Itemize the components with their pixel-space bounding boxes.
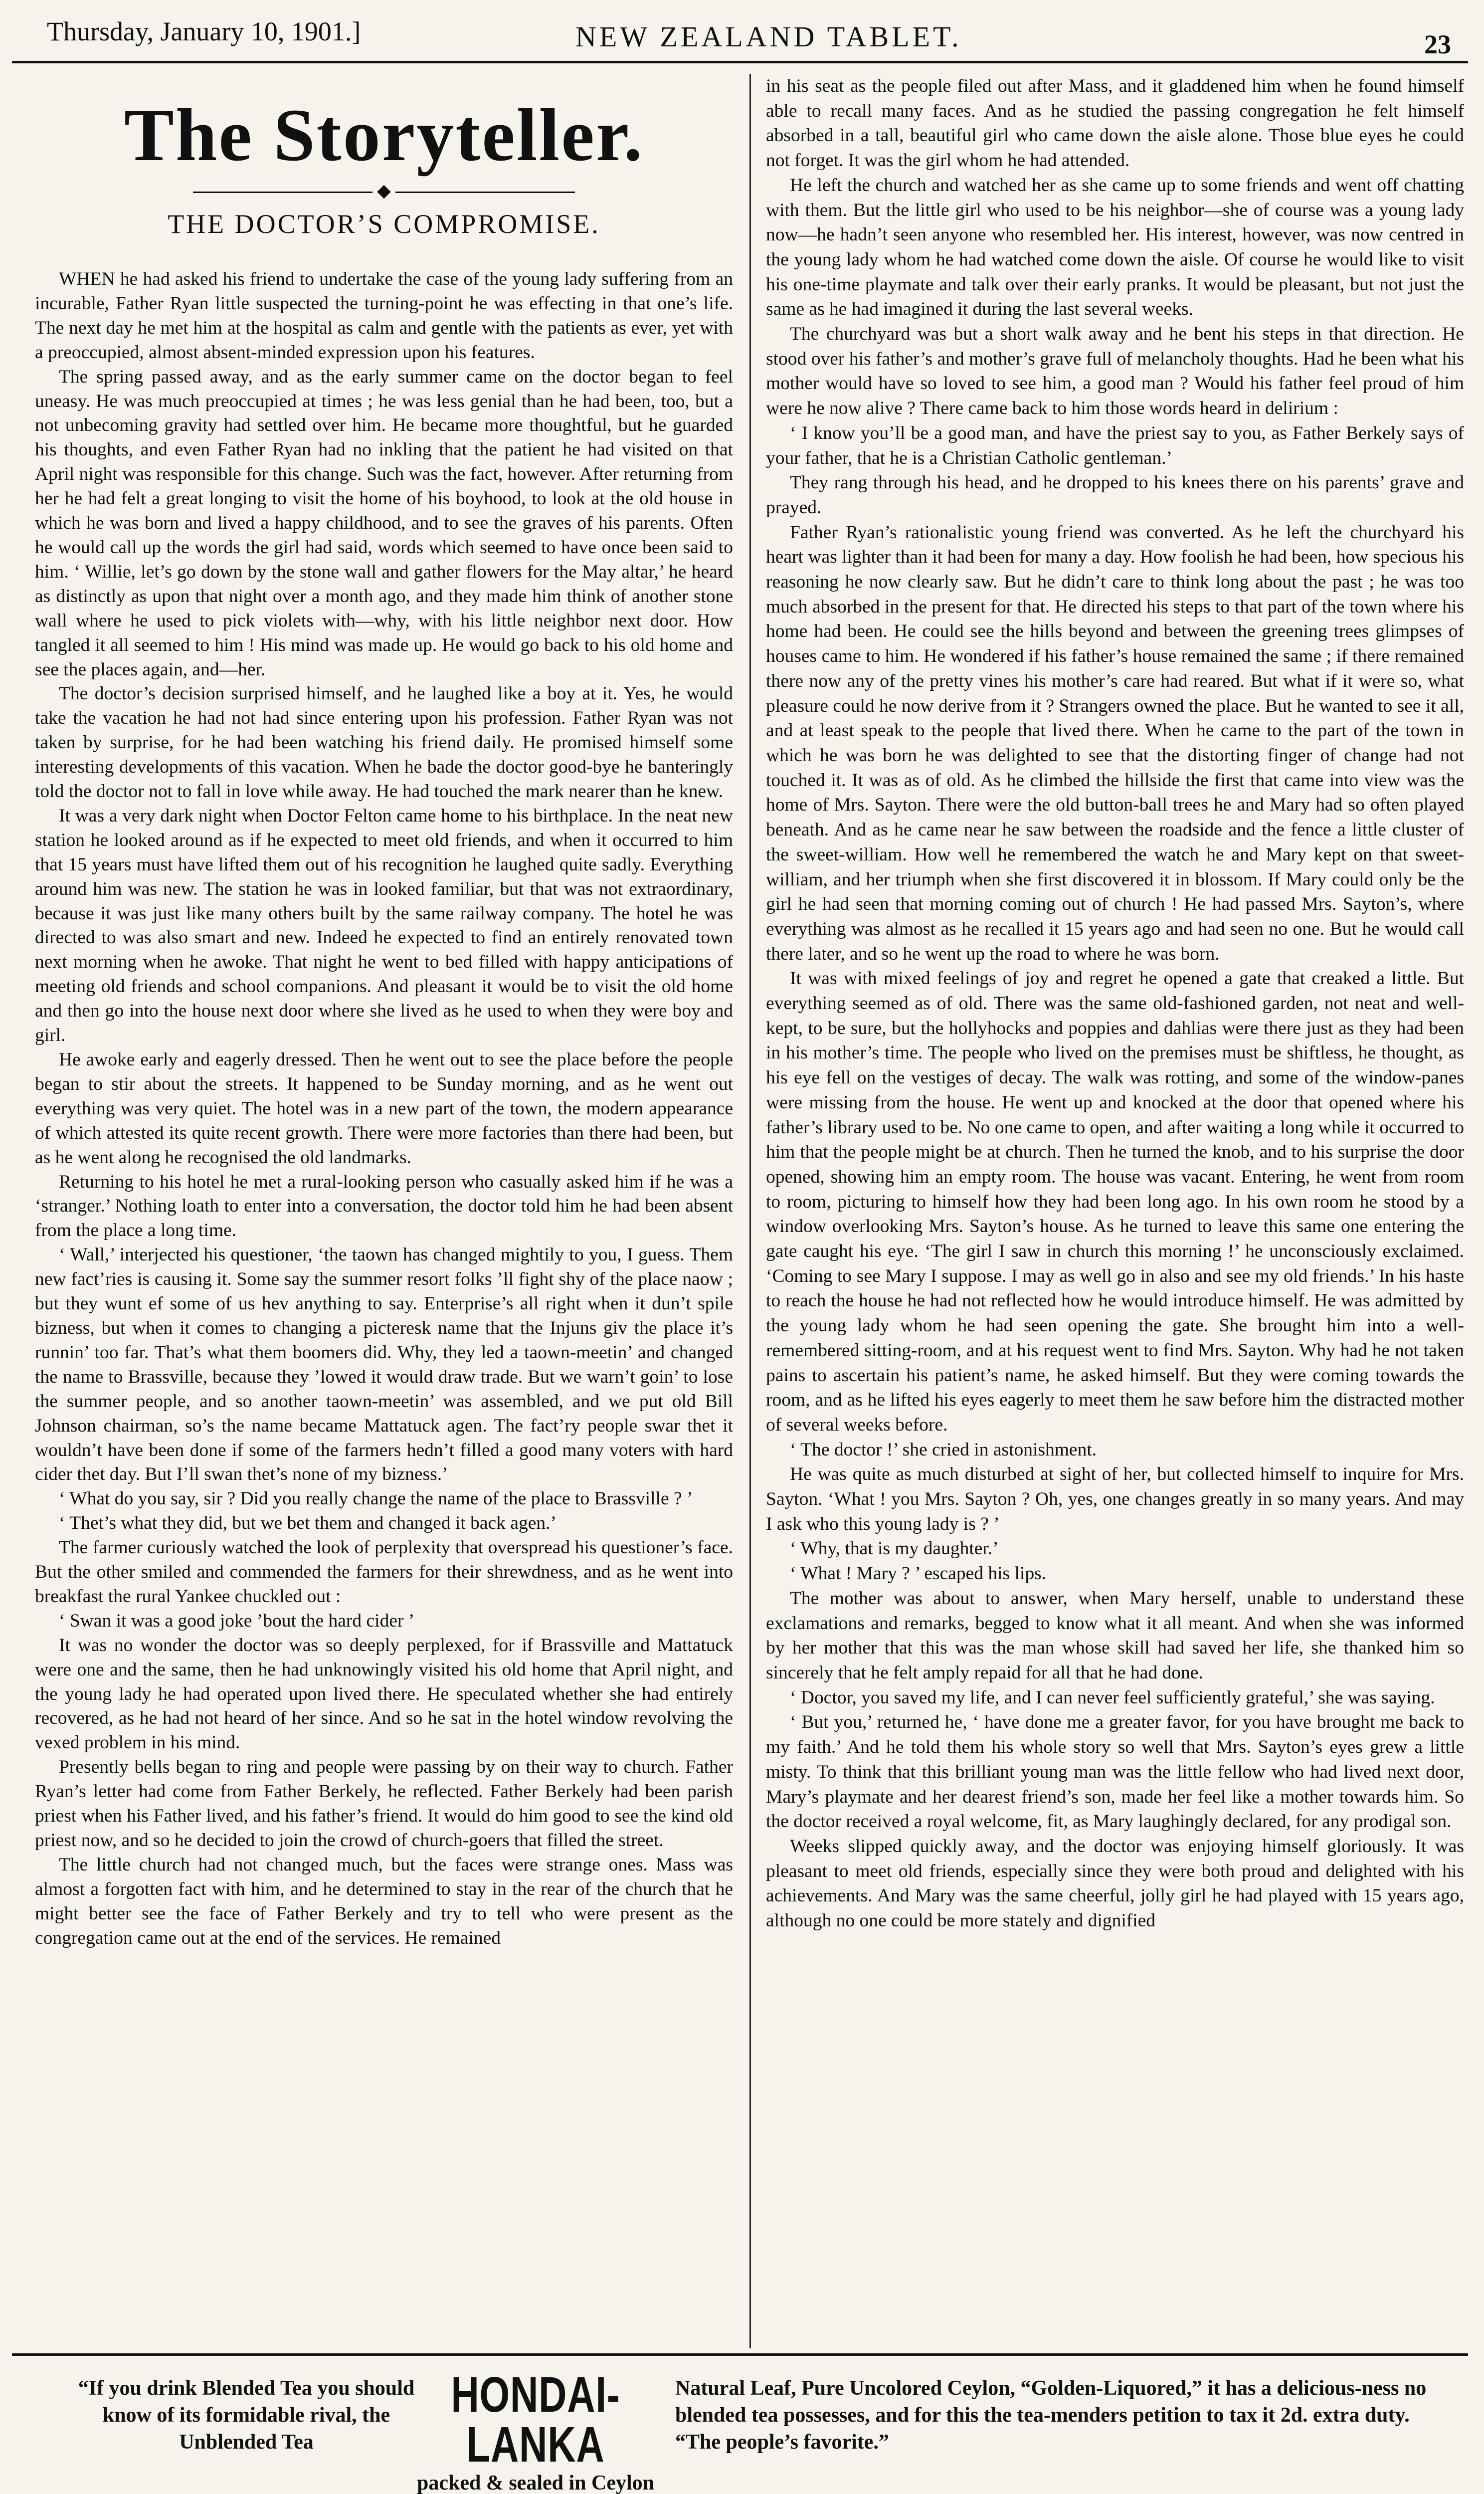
paragraph: Returning to his hotel he met a rural-looking person who casually asked him if he was a ‘stranger.’ Nothing loath to enter into a conversation, the doctor told him he had been absent from the place a long time.: [35, 1171, 733, 1241]
paragraph: Weeks slipped quickly away, and the doctor was enjoying himself gloriously. It was pleasant to meet old friends, especially since they were both proud and delighted with his achievements. And Mary was the same cheerful, jolly girl he had played with 15 years ago, although no one could be more stately and dignified: [766, 1836, 1464, 1931]
paragraph: The spring passed away, and as the early summer came on the doctor began to feel uneasy. He was much preoccupied at times ; he was less genial than he had been, too, but a not unbecoming gravity had settled over him. He became more thoughtful, but he guarded his thoughts, and even Father Ryan had no inkling that the patient he had visited on that April night was responsible for this change. Such was the fact, however. After returning from her he had felt a great longing to visit the home of his boyhood, to look at the old house in which he was born and lived a happy childhood, and to see the graves of his parents. Often he would call up the words the girl had said, words which seemed to have once been said to him. ‘ Willie, let’s go down by the stone wall and gather flowers for the May altar,’ he heard as distinctly as upon that night over a month ago, and they made him think of another stone wall where he used to pick violets with—why, with his little neighbor next door. How tangled it all seemed to him ! His mind was made up. He would go back to his old home and see the places again, and—her.: [35, 366, 733, 680]
paragraph: He left the church and watched her as she came up to some friends and went off chatting with them. But the little girl who used to be his neighbor—she of course was a young lady now—he hadn’t seen anyone who resembled her. His interest, however, was now centred in the young lady whom he had watched come down the aisle. Of course he would like to visit his one-time playmate and talk over their early pranks. It would be pleasant, but not just the same as he had imagined it during the last several weeks.: [766, 175, 1464, 320]
paragraph: He awoke early and eagerly dressed. Then he went out to see the place before the people began to stir about the streets. It happened to be Sunday morning, and as he went out everything was very quiet. The hotel was in a new part of the town, the modern appearance of which attested its quite recent growth. There were more factories than there had been, but as he went along he recognised the old landmarks.: [35, 1049, 733, 1168]
ad-brand-subtitle: packed & sealed in Ceylon: [416, 2472, 655, 2494]
paragraph: ‘ Thet’s what they did, but we bet them and changed it back agen.’: [59, 1513, 556, 1534]
left-column-body: [35, 267, 733, 1951]
column-divider: [749, 74, 751, 2348]
ad-left-text: “If you drink Blended Tea you should know of its formidable rival, the Unblended Tea: [78, 2377, 415, 2454]
story-title: THE DOCTOR’S COMPROMISE.: [168, 209, 600, 239]
paragraph: ‘ But you,’ returned he, ‘ have done me a greater favor, for you have brought me back to my faith.’ And he told them his whole story so well that Mrs. Sayton’s eyes grew a little misty. To think that this brilliant young man was the little fellow who had lived next door, Mary’s playmate and her dearest friend’s son, made her feel like a mother towards him. So the doctor received a royal welcome, fit, as Mary laughingly declared, for any prodigal son.: [766, 1712, 1464, 1832]
paragraph: ‘ Why, that is my daughter.’: [790, 1538, 999, 1559]
paragraph: The little church had not changed much, but the faces were strange ones. Mass was almost a forgotten fact with him, and he determined to stay in the rear of the church that he might better see the face of Father Berkely and try to tell who were present as the congregation came out at the end of the services. He remained: [35, 1854, 733, 1948]
right-column-body: [766, 74, 1464, 1933]
paragraph: ‘ Swan it was a good joke ’bout the hard cider ’: [59, 1610, 415, 1631]
paragraph: ‘ Wall,’ interjected his questioner, ‘the taown has changed mightily to you, I guess. Them new fact’ries is causing it. Some say the summer resort folks ’ll fight shy of the place naow ; but they wunt ef some of us hev anything to say. Enterprise’s all right when it dun’t spile bizness, but when it comes to changing a picteresk name that the Injuns giv the place it’s runnin’ too far. That’s what them boomers did. Why, they led a taown-meetin’ and changed the name to Brassville, because they ’lowed it would draw trade. But we warn’t goin’ to lose the summer people, and so another taown-meetin’ was assembled, and we put old Bill Johnson chairman, so’s the name became Mattatuck agen. The fact’ry people swar thet it wouldn’t have been done if some of the farmers hedn’t filled a good many voters with hard cider thet day. But I’ll swan thet’s none of my bizness.’: [35, 1245, 733, 1485]
ad-brand-name: HONDAI-LANKA: [451, 2367, 620, 2473]
page-header: [12, 7, 1468, 66]
paragraph: Presently bells began to ring and people were passing by on their way to church. Father Ryan’s letter had come from Father Berkely, he reflected. Father Berkely had been parish priest when his Father lived, and his father’s friend. It would do him good to see the kind old priest now, and so he decided to join the crowd of church-goers that filled the street.: [35, 1757, 733, 1851]
paragraph: The mother was about to answer, when Mary herself, unable to understand these exclamations and remarks, begged to know what it all meant. And when she was informed by her mother that this was the man whose skill had saved her life, she thanked him so sincerely that he felt amply repaid for all that he had done.: [766, 1588, 1464, 1683]
paragraph: Father Ryan’s rationalistic young friend was converted. As he left the churchyard his heart was lighter than it had been for many a day. How foolish he had been, how specious his reasoning he now clearly saw. But he didn’t care to think long about the past ; he was too much absorbed in the present for that. He directed his steps to that part of the town where his home had been. He could see the hills beyond and between the greening trees glimpses of houses came to him. He wondered if his father’s house remained the same ; if there remained there now any of the pretty vines his mother’s care had reared. But what if it were so, what pleasure could he now derive from it ? Strangers owned the place. But he wanted to see it all, and at least speak to the people that lived there. When he came to the part of the town in which he was born he was delighted to see that the distorting finger of change had not touched it. It was as of old. As he climbed the hillside the first that came into view was the home of Mrs. Sayton. There were the old button-ball trees he and Mary had so often played beneath. And as he came near he saw between the roadside and the fence a little cluster of the sweet-william. How well he remembered the watch he and Mary kept on that sweet-william, and her triumph when she first discovered it in blossom. If Mary could only be the girl he had seen that morning coming out of church ! He had passed Mrs. Sayton’s, where everything was almost as he recalled it 15 years ago and had seen no one. But he would call there later, and so he went up the road to where he was born.: [766, 522, 1464, 964]
paragraph: The doctor’s decision surprised himself, and he laughed like a boy at it. Yes, he would take the vacation he had not had since entering upon his profession. Father Ryan was not taken by surprise, for he had been watching his friend daily. He promised himself some interesting developments of this vacation. When he bade the doctor good-bye he banteringly told the doctor not to fall in love while away. He had touched the mark nearer than he knew.: [35, 683, 733, 802]
paragraph: ‘ I know you’ll be a good man, and have the priest say to you, as Father Berkely says of your father, that he is a Christian Catholic gentleman.’: [766, 422, 1464, 468]
paragraph: in his seat as the people filed out after Mass, and it gladdened him when he found himself able to recall many faces. And as he studied the passing congregation he felt himself absorbed in a tall, beautiful girl who came down the aisle alone. Those blue eyes he could not forget. It was the girl whom he had attended.: [766, 76, 1464, 171]
section-masthead: The Storyteller.: [124, 94, 644, 177]
paragraph: It was with mixed feelings of joy and regret he opened a gate that creaked a little. But everything seemed as of old. There was the same old-fashioned garden, not neat and well-kept, to be sure, but the hollyhocks and poppies and dahlias were there just as they had been in his mother’s time. The people who lived on the premises must be shiftless, he thought, as his eye fell on the vestiges of decay. The walk was rotting, and some of the window-panes were missing from the house. He went up and knocked at the door that opened where his father’s library used to be. No one came to open, and after waiting a long while it occurred to him that the people might be at church. Then he turned the knob, and to his surprise the door opened, showing him an empty room. The house was vacant. Entering, he went from room to room, picturing to himself how they had been long ago. In his own room he stood by a window overlooking Mrs. Sayton’s house. As he turned to leave this same one entering the gate caught his eye. ‘The girl I saw in church this morning !’ he unconsciously exclaimed. ‘Coming to see Mary I suppose. I may as well go in also and see my old friends.’ In his haste to reach the house he had not reflected how he would introduce himself. He was admitted by the young lady whom he had seen opening the gate. She brought him into a well-remembered sitting-room, and at his request went to find Mrs. Sayton. Why had he not taken pains to ascertain his patient’s name, he asked himself. But they were coming towards the room, and as he lifted his eyes eagerly to meet them he saw before him the distracted mother of several weeks before.: [766, 968, 1464, 1435]
paragraph: WHEN he had asked his friend to undertake the case of the young lady suffering from an incurable, Father Ryan little suspected the turning-point he was effecting in that one’s life. The next day he met him at the hospital as calm and gentle with the patients as ever, yet with a preoccupied, almost absent-minded expression upon his features.: [35, 269, 733, 363]
paragraph: He was quite as much disturbed at sight of her, but collected himself to inquire for Mrs. Sayton. ‘What ! you Mrs. Sayton ? Oh, yes, one changes greatly in so many years. And may I ask who this young lady is ? ’: [766, 1464, 1464, 1534]
paragraph: It was a very dark night when Doctor Felton came home to his birthplace. In the neat new station he looked around as if he expected to meet old friends, and when it occurred to him that 15 years must have lifted them out of his recognition he laughed quite sadly. Everything around him was new. The station he was in looked familiar, but that was not extraordinary, because it was just like many others built by the same railway company. The hotel he was directed to was also smart and new. Indeed he expected to find an entirely renovated town next morning when he awoke. That night he went to bed filled with happy anticipations of meeting old friends and school companions. And pleasant it would be to visit the old home and then go into the house next door where she lived as he used to when they were boy and girl.: [35, 805, 733, 1046]
newspaper-name: NEW ZEALAND TABLET.: [575, 20, 962, 53]
paragraph: ‘ The doctor !’ she cried in astonishment.: [790, 1439, 1097, 1460]
page-number: 23: [1424, 29, 1451, 59]
paragraph: It was no wonder the doctor was so deeply perplexed, for if Brassville and Mattatuck were one and the same, then he had unknowingly visited his old home that April night, and the young lady he had operated upon lived there. He speculated whether she had entirely recovered, as he had not heard of her since. And so he sat in the hotel window revolving the vexed problem in his mind.: [35, 1635, 733, 1753]
left-column: [35, 74, 733, 2348]
paragraph: ‘ Doctor, you saved my life, and I can never feel sufficiently grateful,’ she was saying.: [790, 1687, 1435, 1708]
tea-advertisement: [12, 2353, 1468, 2494]
paragraph: The churchyard was but a short walk away and he bent his steps in that direction. He stood over his father’s and mother’s grave full of melancholy thoughts. Had he been what his mother would have so loved to see him, a good man ? Would his father feel proud of him were he now alive ? There came back to him those words heard in delirium :: [766, 324, 1464, 419]
right-column: [766, 74, 1464, 2348]
paragraph: ‘ What ! Mary ? ’ escaped his lips.: [790, 1563, 1047, 1584]
paragraph: ‘ What do you say, sir ? Did you really change the name of the place to Brassville ? ’: [59, 1488, 693, 1509]
header-rule: [12, 61, 1468, 63]
paragraph: They rang through his head, and he dropped to his knees there on his parents’ grave and prayed.: [766, 472, 1464, 518]
issue-date: Thursday, January 10, 1901.]: [47, 16, 361, 46]
ad-brand: [406, 2367, 665, 2494]
ad-right-text: Natural Leaf, Pure Uncolored Ceylon, “Golden-Liquored,” it has a delicious-ness no blended tea possesses, and for this the tea-menders petition to tax it 2d. extra duty. “The people’s favorite.”: [675, 2377, 1427, 2454]
paragraph: The farmer curiously watched the look of perplexity that overspread his questioner’s face. But the other smiled and commended the farmers for their shrewdness, and as he went into breakfast the rural Yankee chuckled out :: [35, 1537, 733, 1607]
masthead-ornament: ◆: [35, 182, 733, 200]
